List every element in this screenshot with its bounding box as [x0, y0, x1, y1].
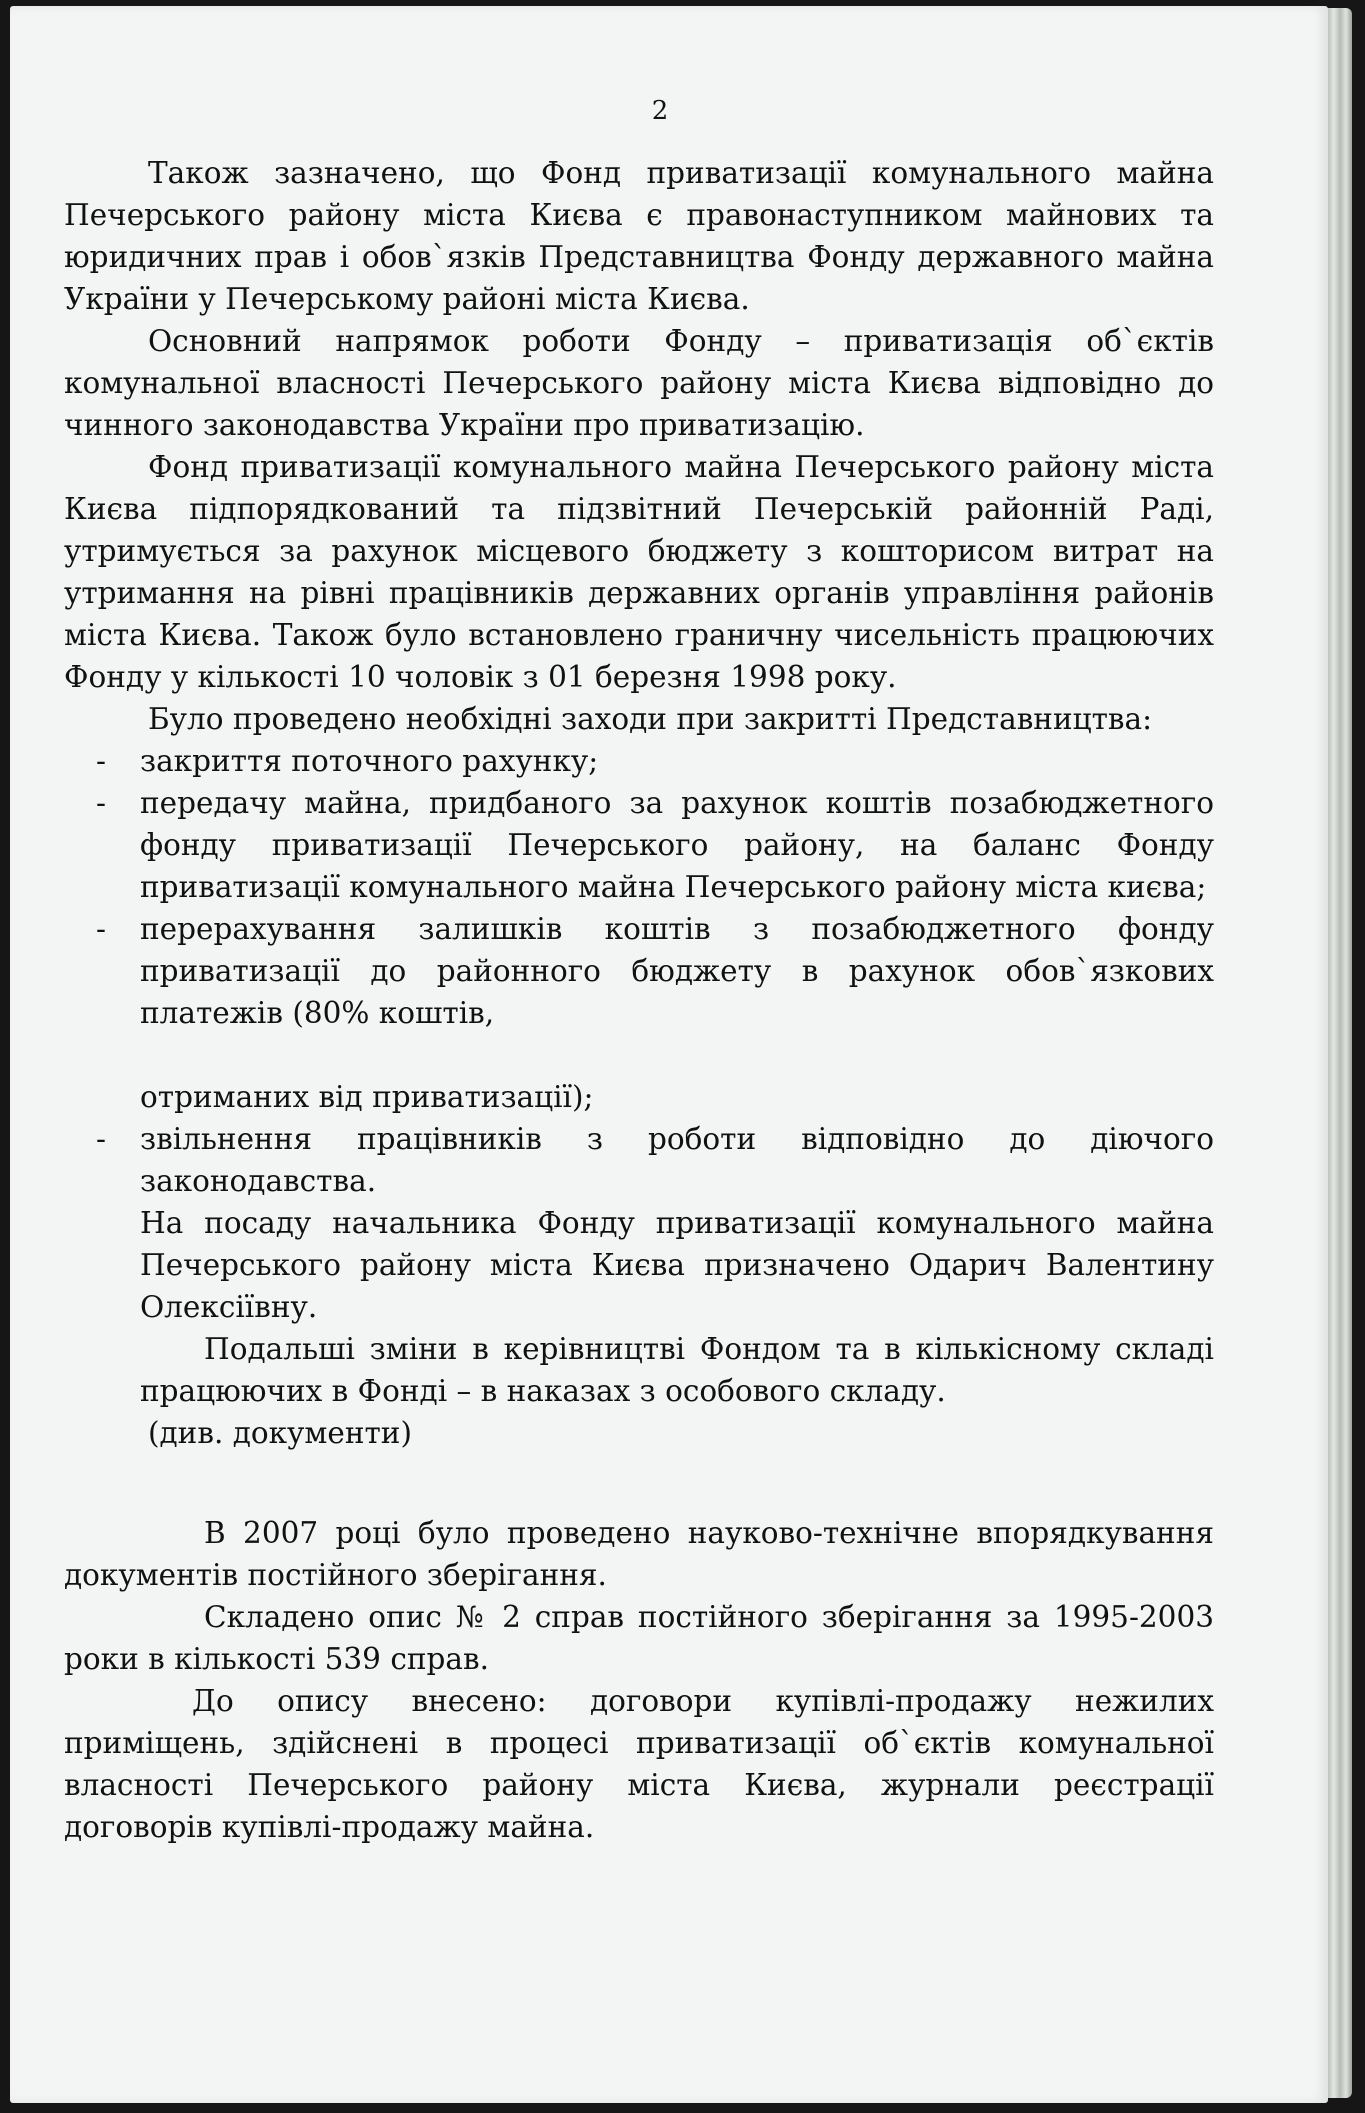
list-dash: -	[96, 912, 106, 946]
paragraph-see-documents: (див. документи)	[148, 1416, 412, 1450]
list-item-continuation: отриманих від приватизації);	[140, 1080, 594, 1114]
list-item	[64, 908, 1214, 1034]
paragraph-head-appointment: На посаду начальника Фонду приватизації комунального майна Печерського району міста Києва призначено Одарич Валентину Олексіївну.	[140, 1206, 1214, 1324]
list-item	[64, 782, 1214, 908]
paragraph-measures-intro: Було проведено необхідні заходи при закритті Представництва:	[148, 702, 1153, 736]
list-dash: -	[96, 744, 106, 778]
list-item-text: закриття поточного рахунку;	[140, 744, 599, 778]
paragraph-inventory: Складено опис № 2 справ постійного зберігання за 1995-2003 роки в кількості 539 справ.	[64, 1600, 1214, 1676]
list-item	[64, 1118, 1214, 1202]
list-dash: -	[96, 1122, 106, 1156]
paragraph-subordination: Фонд приватизації комунального майна Печерського району міста Києва підпорядкований та підзвітний Печерській районній Раді, утримується за рахунок місцевого бюджету з кошторисом витрат на утримання на рівні працівників державних органів управління районів міста Києва. Також було встановлено граничну чисельність працюючих Фонду у кількості 10 чоловік з 01 березня 1998 року.	[64, 450, 1214, 694]
paragraph-main-direction: Основний напрямок роботи Фонду – приватизація об`єктів комунальної власності Печерського району міста Києва відповідно до чинного законодавства України про приватизацію.	[64, 324, 1214, 442]
measures-list-continued	[64, 1118, 1214, 1202]
paper-page	[10, 6, 1328, 2103]
page-number: 2	[651, 96, 669, 126]
list-item-text: звільнення працівників з роботи відповідно до діючого законодавства.	[140, 1122, 1214, 1198]
paragraph-further-changes: Подальші зміни в керівництві Фондом та в кількісному складі працюючих в Фонді – в наказах з особового складу.	[140, 1332, 1214, 1408]
paragraph-2007-ordering: В 2007 році було проведено науково-технічне впорядкування документів постійного зберігання.	[64, 1516, 1214, 1592]
paragraph-successor: Також зазначено, що Фонд приватизації комунального майна Печерського району міста Києва є правонаступником майнових та юридичних прав і обов`язків Представництва Фонду державного майна України у Печерському районі міста Києва.	[64, 156, 1214, 316]
list-item-text: передачу майна, придбаного за рахунок коштів позабюджетного фонду приватизації Печерського району, на баланс Фонду приватизації комунального майна Печерського району міста києва;	[140, 786, 1214, 904]
page-content	[10, 6, 1328, 2103]
measures-list	[64, 740, 1214, 1034]
paragraph-inventory-contents: До опису внесено: договори купівлі-продажу нежилих приміщень, здійснені в процесі приватизації об`єктів комунальної власності Печерського району міста Києва, журнали реєстрації договорів купівлі-продажу майна.	[64, 1684, 1214, 1844]
list-item	[64, 740, 1214, 782]
list-dash: -	[96, 786, 106, 820]
list-item-text: перерахування залишків коштів з позабюджетного фонду приватизації до районного бюджету в рахунок обов`язкових платежів (80% коштів,	[140, 912, 1214, 1030]
